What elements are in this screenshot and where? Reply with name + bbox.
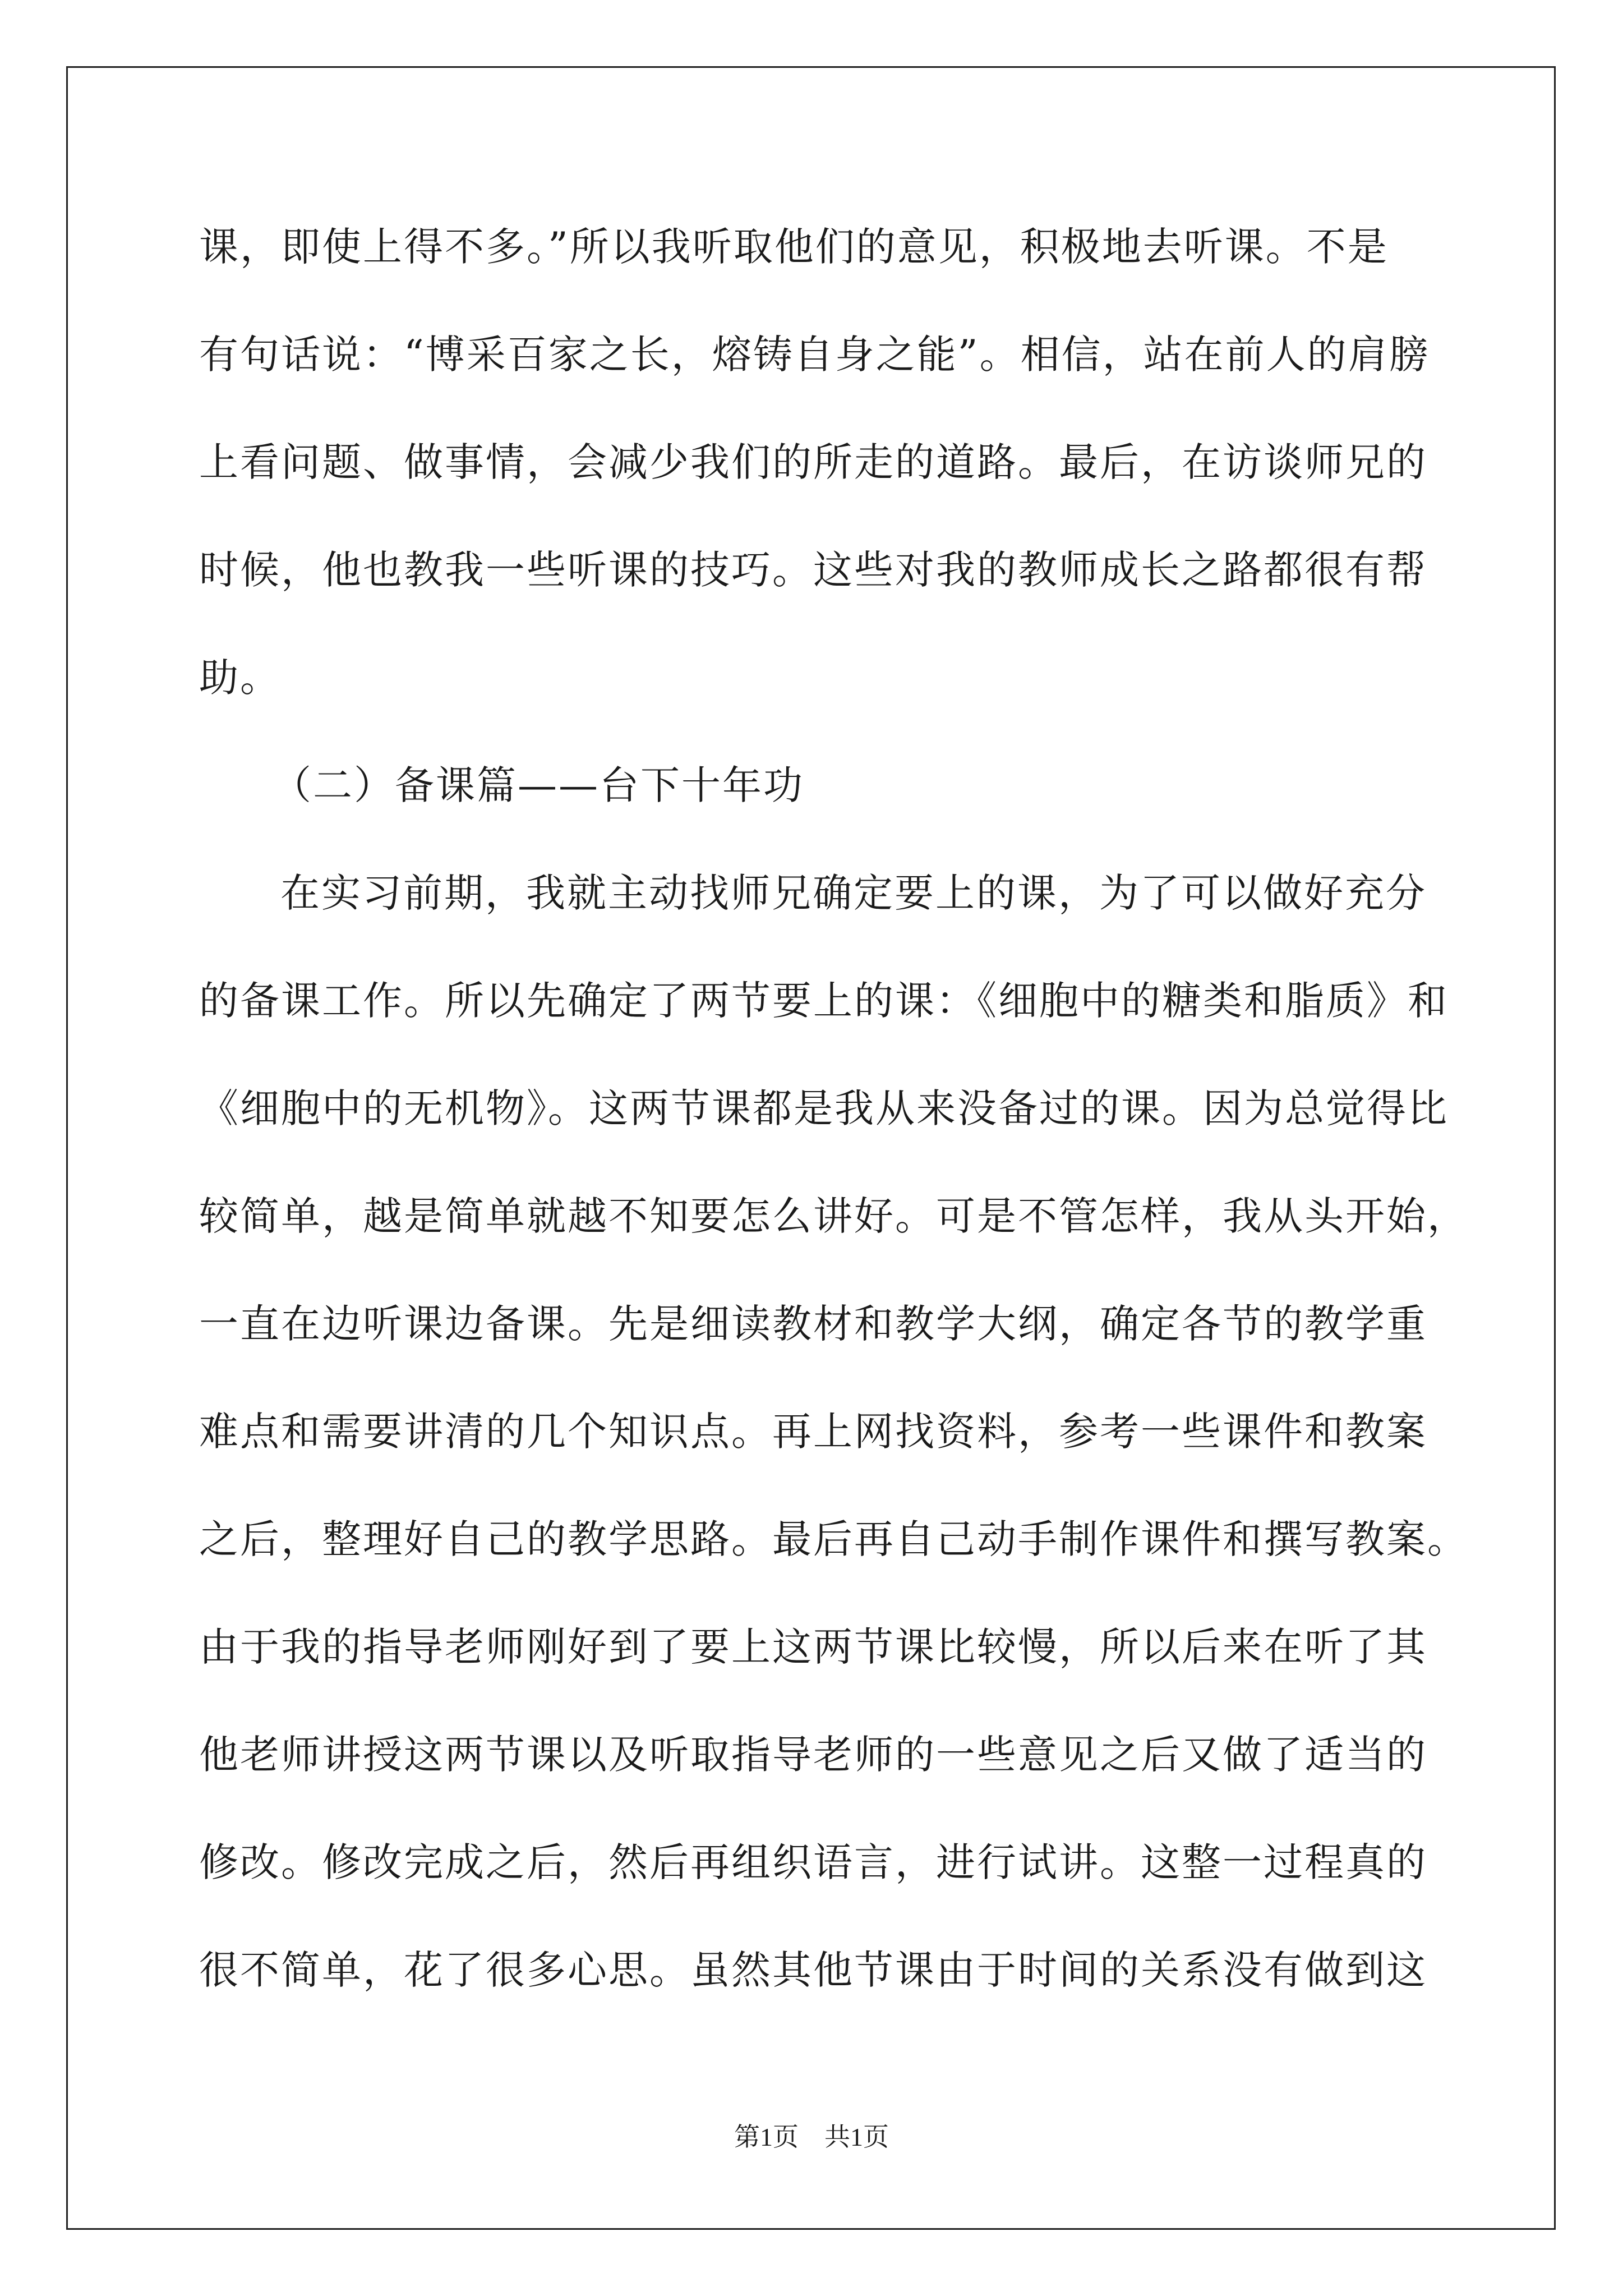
- text-line: 的备课工作。所以先确定了两节要上的课：《细胞中的糖类和脂质》和: [199, 978, 1449, 1024]
- text-line: 时候，他也教我一些听课的技巧。这些对我的教师成长之路都很有帮: [199, 547, 1427, 593]
- text-line: 他老师讲授这两节课以及听取指导老师的一些意见之后又做了适当的: [199, 1732, 1427, 1778]
- text-line: 《细胞中的无机物》。这两节课都是我从来没备过的课。因为总觉得比: [199, 1085, 1449, 1131]
- page-number: 第1页 共1页: [734, 2123, 889, 2151]
- section-heading: （二）备课篇——台下十年功: [272, 762, 804, 808]
- text-line: 一直在边听课边备课。先是细读教材和教学大纲，确定各节的教学重: [199, 1301, 1427, 1347]
- text-line: 修改。修改完成之后，然后再组织语言，进行试讲。这整一过程真的: [199, 1839, 1427, 1885]
- text-line: 难点和需要讲清的几个知识点。再上网找资料，参考一些课件和教案: [199, 1409, 1427, 1455]
- text-line: 较简单，越是简单就越不知要怎么讲好。可是不管怎样，我从头开始，: [199, 1193, 1468, 1239]
- text-line: 之后，整理好自己的教学思路。最后再自己动手制作课件和撰写教案。: [199, 1516, 1468, 1562]
- text-line: 很不简单，花了很多心思。虽然其他节课由于时间的关系没有做到这: [199, 1947, 1427, 1993]
- text-line: 由于我的指导老师刚好到了要上这两节课比较慢，所以后来在听了其: [199, 1624, 1427, 1670]
- text-line: 有句话说：“博采百家之长，熔铸自身之能”。相信，站在前人的肩膀: [199, 332, 1430, 378]
- text-line: 在实习前期，我就主动找师兄确定要上的课，为了可以做好充分: [280, 870, 1427, 916]
- document-body: [199, 213, 1468, 2044]
- text-line: 课，即使上得不多。”所以我听取他们的意见，积极地去听课。不是: [199, 224, 1389, 270]
- text-line: 助。: [199, 655, 281, 701]
- text-line: 上看问题、做事情，会减少我们的所走的道路。最后，在访谈师兄的: [199, 439, 1427, 485]
